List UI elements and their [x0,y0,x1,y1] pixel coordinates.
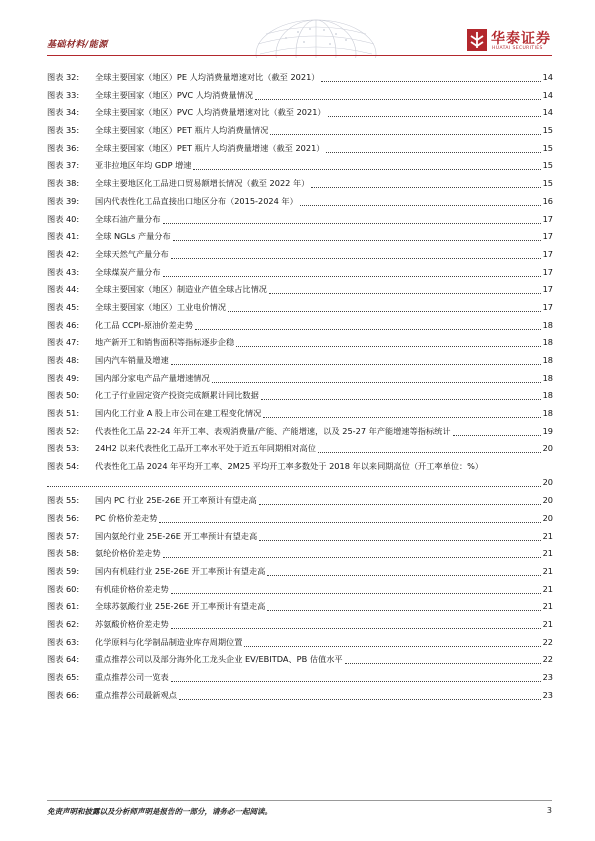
toc-page-number[interactable]: 14 [542,107,553,118]
toc-page-number[interactable]: 17 [542,231,553,242]
toc-row[interactable] [47,528,553,546]
toc-page-number[interactable]: 18 [542,408,553,419]
toc-row[interactable] [47,687,553,705]
toc-title[interactable]: 代表性化工品 2024 年平均开工率、2M25 平均开工率多数处于 2018 年以来同期高位（开工率单位：%） [95,461,484,472]
toc-leader-dots [193,169,541,170]
toc-row[interactable] [47,246,553,264]
toc-label: 图表 49: [47,372,80,383]
toc-leader-dots [270,134,541,135]
toc-title[interactable]: 全球主要国家（地区）PE 人均消费量增速对比（截至 2021） [95,72,320,82]
toc-title[interactable]: 化工子行业固定资产投资完成额累计同比数据 [95,390,259,401]
toc-row[interactable] [47,563,553,581]
toc-page-number[interactable]: 21 [542,565,553,576]
toc-label: 图表 64: [47,654,80,665]
toc-leader-dots [311,187,541,188]
logo-subtext: HUATAI SECURITIES [492,46,543,51]
toc-label: 图表 42: [47,248,80,259]
toc-leader-dots [244,646,541,647]
toc-page-number[interactable]: 15 [542,142,553,153]
page-header [0,0,595,62]
toc-page-number[interactable]: 21 [542,618,553,629]
logo-mark-icon [467,29,487,51]
toc-title[interactable]: 国内代表性化工品直接出口地区分布（2015-2024 年） [95,195,298,206]
toc-page-number[interactable]: 20 [542,512,553,523]
toc-label: 图表 62: [47,618,80,629]
toc-title[interactable]: 化学原料与化学制品制造业库存周期位置 [95,636,243,647]
disclaimer-text: 免责声明和披露以及分析师声明是报告的一部分，请务必一起阅读。 [47,807,272,816]
toc-page-number[interactable]: 15 [542,125,553,136]
toc-title[interactable]: 化工品 CCPI-原油价差走势 [95,319,194,330]
toc-page-number[interactable]: 23 [542,672,553,682]
toc-leader-dots [159,522,541,523]
toc-leader-dots [171,681,541,682]
toc-label: 图表 60: [47,583,80,594]
toc-label: 图表 51: [47,408,80,419]
toc-row[interactable] [47,598,553,616]
toc-page-number[interactable]: 18 [542,337,553,348]
toc-leader-dots [259,504,541,505]
toc-title[interactable]: 24H2 以来代表性化工品开工率水平处于近五年同期相对高位 [95,443,316,454]
toc-page-number[interactable]: 18 [542,355,553,365]
toc-row[interactable] [47,423,553,441]
toc-title[interactable]: 重点推荐公司最新观点 [95,689,177,700]
toc-page-number[interactable]: 23 [542,689,553,700]
toc-leader-dots [171,364,541,365]
toc-label: 图表 59: [47,565,80,576]
toc-title[interactable]: 全球石油产量分布 [95,213,161,224]
toc-title[interactable]: 全球煤炭产量分布 [95,266,161,277]
toc-page-number[interactable]: 14 [542,89,553,100]
toc-leader-dots [171,593,541,594]
toc-label: 图表 46: [47,319,80,330]
toc-title[interactable]: 全球天然气产量分布 [95,248,169,259]
toc-page-number[interactable]: 15 [542,178,553,189]
toc-leader-dots [328,116,541,117]
toc-title[interactable]: 全球主要国家（地区）PVC 人均消费量增速对比（截至 2021） [95,107,326,118]
toc-label: 图表 66: [47,689,80,700]
company-logo [467,27,557,55]
toc-row[interactable] [47,669,553,687]
toc-label: 图表 33: [47,89,80,100]
toc-row[interactable] [47,211,553,229]
toc-label: 图表 56: [47,512,80,523]
toc-label: 图表 44: [47,284,80,295]
toc-label: 图表 53: [47,443,80,454]
toc-title[interactable]: 地产新开工和销售面积等指标逐步企稳 [95,337,235,348]
toc-leader-dots [173,240,541,241]
table-of-figures [47,69,553,704]
toc-page-number[interactable]: 22 [542,654,553,665]
toc-label: 图表 52: [47,425,80,436]
toc-label: 图表 58: [47,548,80,559]
toc-row[interactable] [47,510,553,528]
toc-leader-dots [163,557,541,558]
toc-leader-dots [269,293,541,294]
toc-page-number[interactable]: 17 [542,284,553,295]
toc-label: 图表 61: [47,601,80,612]
toc-title[interactable]: 国内氨纶行业 25E-26E 开工率预计有望走高 [95,530,258,541]
toc-title[interactable]: 有机硅价格价差走势 [95,583,169,594]
toc-page-number[interactable]: 17 [542,301,553,312]
toc-title[interactable]: PC 价格价差走势 [95,512,158,523]
toc-label: 图表 34: [47,107,80,118]
toc-row[interactable] [47,87,553,105]
toc-leader-dots [212,382,541,383]
toc-leader-dots [195,329,541,330]
toc-label: 图表 54: [47,461,80,472]
toc-page-number[interactable]: 21 [542,530,553,541]
toc-page-number[interactable]: 18 [542,372,553,383]
toc-label: 图表 38: [47,178,80,189]
toc-leader-dots [171,258,541,259]
toc-page-number[interactable]: 21 [542,601,553,612]
toc-row[interactable] [47,264,553,282]
toc-title[interactable]: 全球主要国家（地区）PVC 人均消费量情况 [95,89,254,100]
toc-row[interactable] [47,104,553,122]
toc-label: 图表 47: [47,337,80,348]
page-number: 3 [546,806,552,815]
toc-title[interactable]: 国内 PC 行业 25E-26E 开工率预计有望走高 [95,495,257,506]
toc-page-number[interactable]: 18 [542,390,553,401]
toc-row[interactable] [47,175,553,193]
toc-leader-dots [300,205,541,206]
toc-row[interactable] [47,616,553,634]
toc-leader-dots [179,699,541,700]
toc-label: 图表 37: [47,160,80,171]
toc-page-number[interactable]: 18 [542,319,553,330]
toc-label: 图表 32: [47,72,80,82]
toc-leader-dots [255,99,541,100]
toc-leader-dots [453,435,541,436]
toc-title[interactable]: 代表性化工品 22-24 年开工率、表观消费量/产能、产能增速，以及 25-27 年产能增速等指标统计 [95,425,451,436]
toc-row[interactable] [47,281,553,299]
toc-title[interactable]: 重点推荐公司一览表 [95,672,169,682]
toc-page-number[interactable]: 17 [542,213,553,224]
toc-row[interactable] [47,651,553,669]
toc-page-number[interactable]: 17 [542,266,553,277]
toc-title[interactable]: 全球主要国家（地区）PET 瓶片人均消费量增速（截至 2021） [95,142,325,153]
toc-leader-dots [236,346,541,347]
toc-title[interactable]: 亚非拉地区年均 GDP 增速 [95,160,192,171]
toc-leader-dots [267,575,541,576]
toc-label: 图表 65: [47,672,80,682]
toc-leader-dots [163,276,541,277]
toc-leader-dots [318,452,541,453]
toc-row[interactable] [47,405,553,423]
toc-row[interactable] [47,370,553,388]
toc-label: 图表 50: [47,390,80,401]
toc-row[interactable] [47,352,553,370]
toc-leader-dots [267,610,541,611]
toc-page-number[interactable]: 16 [542,195,553,206]
toc-title[interactable]: 氨纶价格价差走势 [95,548,161,559]
toc-label: 图表 41: [47,231,80,242]
toc-title[interactable]: 全球 NGLs 产量分布 [95,231,171,242]
toc-row[interactable] [47,69,553,87]
toc-label: 图表 36: [47,142,80,153]
toc-row[interactable] [47,193,553,211]
toc-row[interactable] [47,581,553,599]
toc-leader-dots [47,486,541,487]
toc-title[interactable]: 全球主要国家（地区）PET 瓶片人均消费量情况 [95,125,269,136]
toc-leader-dots [326,152,541,153]
toc-label: 图表 63: [47,636,80,647]
toc-leader-dots [321,81,541,82]
toc-page-number[interactable]: 20 [542,443,553,454]
report-category: 基础材料/能源 [47,40,108,50]
toc-label: 图表 39: [47,195,80,206]
toc-page-number[interactable]: 21 [542,583,553,594]
toc-page-number[interactable]: 19 [542,425,553,436]
toc-row[interactable] [47,140,553,158]
logo-text: 华泰证券 [491,31,551,47]
toc-leader-dots [263,417,541,418]
footer-divider [47,800,552,801]
globe-watermark-icon [246,14,386,58]
toc-label: 图表 45: [47,301,80,312]
toc-page-number[interactable]: 17 [542,248,553,259]
header-divider [47,55,552,56]
toc-title[interactable]: 全球主要地区化工品进口贸易额增长情况（截至 2022 年） [95,178,310,189]
toc-title[interactable]: 全球主要国家（地区）制造业产值全球占比情况 [95,284,267,295]
toc-page-number[interactable]: 21 [542,548,553,559]
toc-row[interactable] [47,492,553,510]
toc-label: 图表 55: [47,495,80,506]
toc-title[interactable]: 全球苏氨酸行业 25E-26E 开工率预计有望走高 [95,601,266,612]
toc-row[interactable] [47,387,553,405]
toc-row[interactable] [47,228,553,246]
toc-leader-dots [171,628,541,629]
toc-label: 图表 43: [47,266,80,277]
toc-page-number[interactable]: 15 [542,160,553,171]
toc-page-number[interactable]: 20 [542,477,553,488]
toc-row[interactable] [47,634,553,652]
toc-title[interactable]: 全球主要国家（地区）工业电价情况 [95,301,227,312]
toc-leader-dots [228,311,541,312]
toc-leader-dots [261,399,541,400]
toc-row[interactable] [47,299,553,317]
toc-title[interactable]: 国内有机硅行业 25E-26E 开工率预计有望走高 [95,565,266,576]
toc-title[interactable]: 国内汽车销量及增速 [95,355,169,365]
toc-row[interactable] [47,458,553,492]
toc-row[interactable] [47,122,553,140]
toc-label: 图表 48: [47,355,80,365]
toc-row[interactable] [47,334,553,352]
toc-label: 图表 35: [47,125,80,136]
toc-title[interactable]: 国内化工行业 A 股上市公司在建工程变化情况 [95,408,262,419]
toc-leader-dots [259,540,541,541]
toc-title[interactable]: 重点推荐公司以及部分海外化工龙头企业 EV/EBITDA、PB 估值水平 [95,654,343,665]
toc-page-number[interactable]: 14 [542,72,553,82]
toc-title[interactable]: 苏氨酸价格价差走势 [95,618,169,629]
toc-leader-dots [345,663,541,664]
toc-row[interactable] [47,545,553,563]
toc-row[interactable] [47,317,553,335]
toc-leader-dots [163,223,541,224]
toc-label: 图表 57: [47,530,80,541]
toc-page-number[interactable]: 22 [542,636,553,647]
toc-row[interactable] [47,157,553,175]
toc-row[interactable] [47,440,553,458]
toc-page-number[interactable]: 20 [542,495,553,506]
toc-title[interactable]: 国内部分家电产品产量增速情况 [95,372,210,383]
toc-label: 图表 40: [47,213,80,224]
